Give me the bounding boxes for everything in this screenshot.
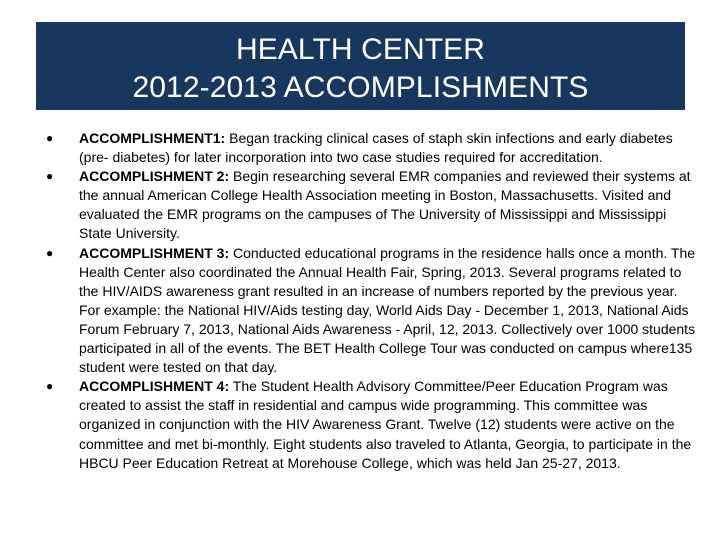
- item-label: ACCOMPLISHMENT 2:: [79, 168, 230, 185]
- item-text: Begin researching several EMR companies and reviewed their systems at the annual American College Health Association meeting in Boston, Massachusetts. Visited and evaluated the EMR programs on the campuses of The University of Mississippi and Mississippi State University.: [79, 168, 691, 242]
- accomplishments-list: [46, 129, 696, 473]
- list-item: [46, 377, 696, 472]
- bullet-icon: ●: [46, 245, 54, 260]
- item-text: Conducted educational programs in the residence halls once a month. The Health Center also coordinated the Annual Health Fair, Spring, 2013. Several programs related to the HIV/AIDS awareness grant resulted in an increase of numbers reported by the previous year. For example: the National HIV/Aids testing day, World Aids Day - December 1, 2013, National Aids Forum February 7, 2013, National Aids Awareness - April, 12, 2013. Collectively over 1000 students participated in all of the events. The BET Health College Tour was conducted on campus where135 student were tested on that day.: [79, 244, 696, 376]
- list-item: [46, 244, 696, 378]
- bullet-icon: ●: [46, 169, 54, 184]
- bullet-icon: ●: [46, 379, 54, 394]
- slide-title-line-2: 2012-2013 ACCOMPLISHMENTS: [132, 71, 589, 104]
- slide-title-line-1: HEALTH CENTER: [235, 33, 486, 66]
- title-banner: [36, 22, 685, 110]
- item-label: ACCOMPLISHMENT1:: [79, 130, 226, 146]
- bullet-icon: ●: [46, 131, 54, 145]
- item-text: The Student Health Advisory Committee/Peer Education Program was created to assist the staff in residential and campus wide programming. This committee was organized in conjunction with the HIV Awareness Grant. Twelve (12) students were active on the committee and met bi-monthly. Eight students also traveled to Atlanta, Georgia, to participate in the HBCU Peer Education Retreat at Morehouse College, which was held Jan 25-27, 2013.: [79, 378, 692, 471]
- item-label: ACCOMPLISHMENT 4:: [79, 378, 230, 395]
- list-item: [46, 167, 696, 243]
- item-text: Began tracking clinical cases of staph skin infections and early diabetes (pre- diabetes) for later incorporation into two case studies required for accreditation.: [79, 130, 673, 166]
- item-label: ACCOMPLISHMENT 3:: [79, 244, 230, 261]
- list-item: [46, 129, 696, 167]
